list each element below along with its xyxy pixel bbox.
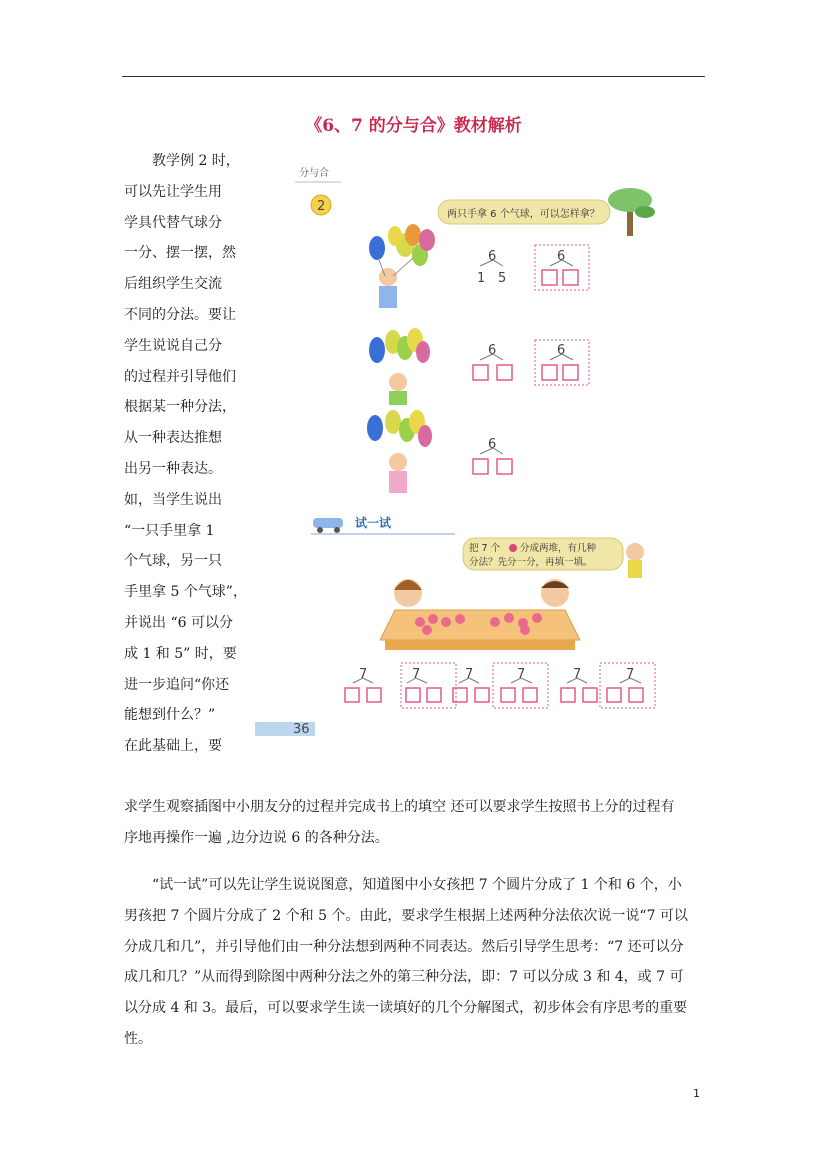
text-line: 性。 [124, 1030, 152, 1047]
text-line: “一只手里拿 1 [124, 522, 215, 539]
text-line: 学具代替气球分 [124, 214, 222, 231]
textbook-illustration [255, 160, 675, 745]
text-line: 如，当学生说出 [124, 491, 222, 508]
speech-text-2b: 分成两堆，有几种 [520, 543, 597, 554]
section-label: 分与合 [299, 168, 329, 179]
seven-5: 7 [573, 667, 582, 682]
seven-4: 7 [517, 667, 526, 682]
text-line: 学生说说自己分 [124, 337, 222, 354]
header-rule [122, 76, 705, 77]
answer-box [542, 365, 557, 380]
row1-left-number: 1 [477, 271, 486, 286]
seven-3: 7 [465, 667, 474, 682]
balloon-boy-icon [369, 224, 435, 308]
page-number: 1 [693, 1087, 700, 1100]
text-line: 求学生观察插图中小朋友分的过程并完成书上的填空 还可以要求学生按照书上分的过程有 [124, 799, 675, 815]
text-line: 从一种表达推想 [124, 430, 222, 447]
text-line: 的过程并引导他们 [124, 368, 236, 385]
speech-text-1: 两只手拿 6 个气球，可以怎样拿？ [447, 209, 600, 220]
text-line: 男孩把 7 个圆片分成了 2 个和 5 个。由此，要求学生根据上述两种分法依次说一说“7 可以 [124, 907, 688, 924]
balloon-girl-icon [369, 328, 430, 405]
text-line: 分成几和几”，并引导他们由一种分法想到两种不同表达。然后引导学生思考：“7 还可以分 [124, 938, 684, 955]
seven-2: 7 [412, 667, 421, 682]
example-number: 2 [317, 199, 326, 214]
text-line: 后组织学生交流 [124, 276, 222, 293]
balloon-girl-2-icon [367, 410, 432, 493]
left-column-text [124, 146, 247, 762]
row2-top-number: 6 [488, 343, 497, 358]
red-disc-icon [509, 544, 517, 552]
text-line: 出另一种表达。 [124, 460, 222, 477]
speech-text-2c: 分法？先分一分，再填一填。 [469, 557, 593, 568]
answer-box [563, 365, 578, 380]
text-line: 能想到什么？” [124, 707, 216, 724]
car-icon [313, 518, 343, 533]
figure-page-number: 36 [293, 722, 310, 737]
tree-character-icon [608, 188, 655, 236]
row3-top-number: 6 [488, 437, 497, 452]
text-line: 可以先让学生用 [124, 183, 222, 200]
text-line: 一分、摆一摆，然 [124, 245, 236, 262]
decomposition-row [345, 663, 655, 708]
text-line: 进一步追问“你还 [124, 676, 230, 693]
row1-right-number: 5 [498, 271, 507, 286]
answer-box [497, 365, 512, 380]
text-line: 在此基础上，要 [124, 738, 222, 755]
clown-icon [626, 543, 644, 578]
text-line: 并说出 “6 可以分 [124, 614, 233, 631]
row1-boxed-top: 6 [557, 249, 566, 264]
answer-box [497, 459, 512, 474]
table-scene-icon [380, 579, 580, 650]
row2-boxed-top: 6 [557, 343, 566, 358]
try-label: 试一试 [355, 516, 392, 530]
text-line: 教学例 2 时， [152, 153, 240, 169]
paragraph-continuation [124, 792, 706, 854]
page-title: 《6、7 的分与合》教材解析 [305, 116, 522, 136]
text-line: 成 1 和 5” 时，要 [124, 645, 237, 662]
answer-box [563, 270, 578, 285]
text-line: 成几和几？”从而得到除图中两种分法之外的第三种分法，即：7 可以分成 3 和 4，或 7 可 [124, 969, 684, 986]
row1-top-number: 6 [488, 249, 497, 264]
text-line: “试一试”可以先让学生说说图意，知道图中小女孩把 7 个圆片分成了 1 个和 6 个，小 [152, 877, 682, 893]
text-line: 个气球，另一只 [124, 553, 222, 570]
answer-box [542, 270, 557, 285]
speech-text-2a: 把 7 个 [469, 543, 501, 554]
text-line: 序地再操作一遍 ,边分边说 6 的各种分法。 [124, 829, 389, 846]
text-line: 根据某一种分法， [124, 399, 236, 416]
seven-6: 7 [626, 667, 635, 682]
answer-box [473, 459, 488, 474]
paragraph-try [124, 870, 706, 1055]
text-line: 不同的分法。要让 [124, 306, 236, 323]
illustration-svg [255, 160, 675, 745]
text-line: 手里拿 5 个气球”， [124, 584, 247, 601]
answer-box [473, 365, 488, 380]
text-line: 以分成 4 和 3。最后，可以要求学生读一读填好的几个分解图式，初步体会有序思考的重要 [124, 1000, 688, 1017]
seven-1: 7 [359, 667, 368, 682]
